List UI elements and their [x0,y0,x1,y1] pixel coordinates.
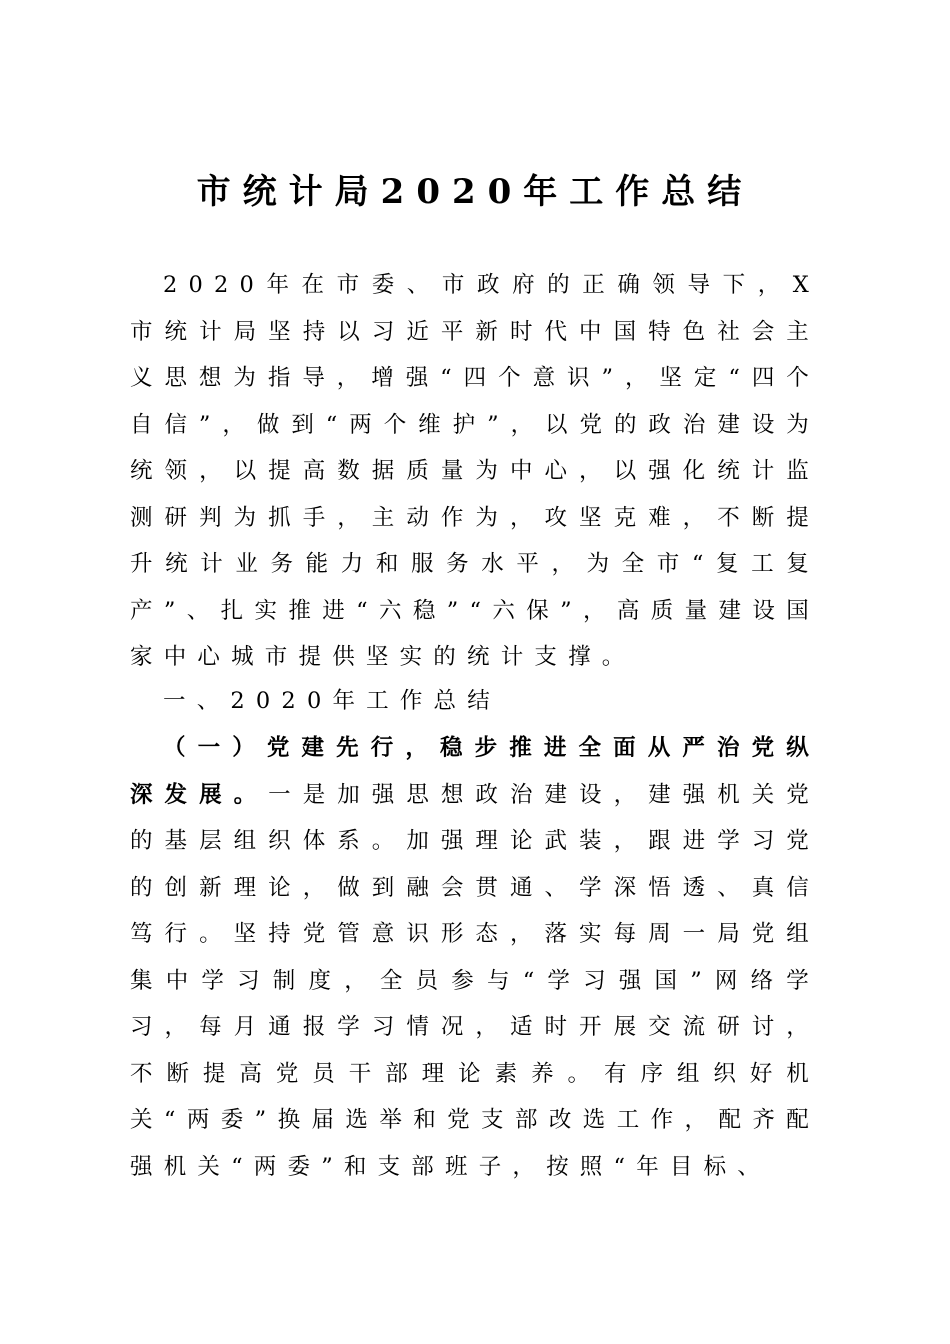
subsection-lead: （一）党建先行，稳步推进全面从严治党纵深发展。 [130,735,820,808]
subsection-paragraph [130,725,820,1190]
section-heading: 一、2020年工作总结 [163,688,501,714]
document-title: 市统计局2020年工作总结 [196,172,754,212]
subsection-body: 一是加强思想政治建设，建强机关党的基层组织体系。加强理论武装，跟进学习党的创新理论，做到融会贯通、学深悟透、真信笃行。坚持党管意识形态，落实每周一局党组集中学习制度，全员参与“学习强国”网络学习，每月通报学习情况，适时开展交流研讨，不断提高党员干部理论素养。有序组织好机关“两委”换届选举和党支部改选工作，配齐配强机关“两委”和支部班子，按照“年目标、 [130,781,820,1180]
intro-paragraph: 2020年在市委、市政府的正确领导下，X市统计局坚持以习近平新时代中国特色社会主义思想为指导，增强“四个意识”，坚定“四个自信”，做到“两个维护”，以党的政治建设为统领，以提高数据质量为中心，以强化统计监测研判为抓手，主动作为，攻坚克难，不断提升统计业务能力和服务水平，为全市“复工复产”、扎实推进“六稳”“六保”，高质量建设国家中心城市提供坚实的统计支撑。 [130,272,820,670]
